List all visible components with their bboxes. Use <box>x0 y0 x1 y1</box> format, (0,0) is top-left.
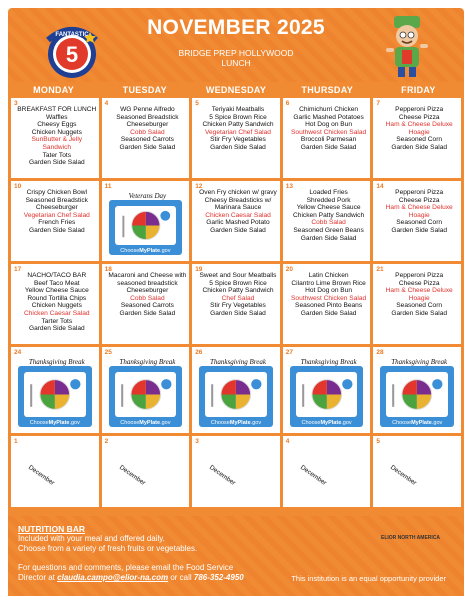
myplate-prefix: Choose <box>120 420 140 426</box>
menu-item-salad: Vegetarian Chef Salad <box>204 128 271 136</box>
menu-item: BREAKFAST FOR LUNCH Waffles <box>17 106 97 121</box>
menu-item: Cheesy Breadsticks w/ Marinara Sauce <box>204 196 272 212</box>
day-cell <box>192 436 280 507</box>
weekday-header-monday: MONDAY <box>33 85 75 95</box>
holiday-title: Thanksgiving Break <box>119 358 176 366</box>
weekday-header-thursday: THURSDAY <box>301 85 353 95</box>
menu-item: Stir Fry Vegetables <box>210 302 266 310</box>
myplate-prefix: Choose <box>29 420 49 426</box>
menu-item: Yellow Cheese Sauce <box>296 204 361 212</box>
menu-items <box>289 189 369 242</box>
myplate-icon <box>24 372 86 417</box>
myplate-icon <box>296 372 358 417</box>
myplate-brand: MyPlate <box>139 248 161 254</box>
menu-item: Seasoned Corn <box>396 219 443 227</box>
myplate-icon <box>115 206 177 245</box>
myplate-icon <box>386 372 448 417</box>
day-cell <box>283 347 371 433</box>
menu-item-salad: Ham & Cheese Deluxe Hoagie <box>385 287 453 302</box>
menu-item: Broccoli Parmesan <box>300 136 357 144</box>
menu-item: Cheesy Eggs <box>37 121 77 129</box>
myplate-prefix: Choose <box>301 420 321 426</box>
day-cell <box>102 436 190 507</box>
myplate-suffix: .gov <box>341 420 352 426</box>
holiday-title: Veterans Day <box>128 192 167 200</box>
menu-item: Seasoned Green Beans <box>293 226 364 234</box>
weekday-header-wednesday: WEDNESDAY <box>205 85 267 95</box>
holiday-title: Thanksgiving Break <box>28 358 85 366</box>
menu-item: Macaroni and Cheese with seasoned breadstick <box>108 272 187 287</box>
myplate-label <box>18 420 92 426</box>
menu-item-salad: Chef Salad <box>221 294 255 302</box>
menu-item: Cheeseburger <box>126 121 169 129</box>
month-label: December <box>298 464 328 487</box>
day-number: 3 <box>195 438 199 445</box>
menu-items <box>379 272 459 318</box>
menu-item: NACHO/TACO BAR <box>27 272 87 279</box>
myplate-suffix: .gov <box>431 420 443 426</box>
menu-item: Oven Fry chicken w/ gravy <box>199 189 277 196</box>
contact-mid: or call <box>170 573 192 582</box>
menu-item: Pepperoni Pizza <box>395 106 444 113</box>
menu-item: Chicken Patty Sandwich <box>202 287 274 295</box>
menu-item: Pepperoni Pizza <box>395 272 444 279</box>
menu-item-salad: Cobb Salad <box>130 128 165 136</box>
menu-item: Garden Side Salad <box>210 226 266 234</box>
menu-item: 5 Spice Brown Rice <box>209 113 267 121</box>
menu-item: Garden Side Salad <box>28 226 85 234</box>
day-number: 24 <box>14 349 22 356</box>
menu-item-salad: Southwest Chicken Salad <box>291 128 367 136</box>
myplate-graphic <box>199 366 273 427</box>
menu-item-salad: SunButter & Jelly Sandwich <box>31 136 83 151</box>
day-number: 25 <box>104 349 112 356</box>
menu-item-salad: Southwest Chicken Salad <box>291 294 367 302</box>
month-label: December <box>26 464 56 487</box>
menu-item-salad: Chicken Caesar Salad <box>205 211 271 219</box>
menu-item: WG Penne Alfredo <box>120 106 175 113</box>
menu-item: Cheeseburger <box>35 204 78 212</box>
menu-item: Seasoned Carrots <box>120 302 174 310</box>
day-number: 19 <box>195 266 203 273</box>
menu-items <box>379 106 459 152</box>
day-cell <box>11 347 99 433</box>
menu-item: Sweet and Sour Meatballs <box>199 272 277 279</box>
menu-items <box>108 272 188 318</box>
menu-items <box>198 106 278 152</box>
menu-item: Tarter Tots <box>41 317 73 325</box>
menu-item: Hot Dog on Bun <box>305 121 353 129</box>
menu-item: Garden Side Salad <box>391 226 448 234</box>
menu-item-salad: Ham & Cheese Deluxe Hoagie <box>385 121 453 136</box>
menu-item: Garden Side Salad <box>391 309 448 317</box>
menu-item: Seasoned Corn <box>396 302 443 310</box>
menu-item: French Fries <box>38 219 76 227</box>
weekday-header-tuesday: TUESDAY <box>122 85 167 95</box>
menu-item: Crispy Chicken Bowl <box>26 189 88 196</box>
myplate-graphic <box>109 366 183 427</box>
day-cell <box>373 347 461 433</box>
myplate-brand: MyPlate <box>139 420 161 426</box>
menu-items <box>289 106 369 152</box>
day-number: 20 <box>285 266 294 273</box>
myplate-prefix: Choose <box>120 248 140 254</box>
day-number: 4 <box>285 438 290 445</box>
day-cell <box>102 98 190 178</box>
weekday-header-friday: FRIDAY <box>401 85 436 95</box>
day-number: 7 <box>376 100 381 107</box>
day-cell <box>192 181 280 261</box>
menu-item: Beef Taco Meat <box>33 279 80 287</box>
myplate-panel <box>386 372 448 417</box>
myplate-brand: MyPlate <box>411 420 432 426</box>
myplate-graphic <box>290 366 364 427</box>
page-title: NOVEMBER 2025 <box>147 16 325 39</box>
day-cell <box>11 264 99 344</box>
day-number: 21 <box>376 266 384 273</box>
menu-item: Garden Side Salad <box>300 234 357 242</box>
day-cell <box>102 264 190 344</box>
myplate-graphic <box>18 366 92 427</box>
day-cell <box>373 264 461 344</box>
myplate-label <box>109 248 183 254</box>
menu-item: Seasoned Pinto Beans <box>295 302 363 310</box>
menu-item: Garlic Mashed Potatoes <box>293 113 364 121</box>
weekday-header-row <box>8 82 464 98</box>
nutrition-bar-title: NUTRITION BAR <box>18 524 86 534</box>
day-cell <box>11 181 99 261</box>
contact-prefix: Director at <box>18 573 55 582</box>
menu-item: Cheeseburger <box>126 287 169 295</box>
contact-line-1: For questions and comments, please email the Food Service <box>18 563 234 572</box>
menu-item: 5 Spice Brown Rice <box>209 279 267 287</box>
myplate-graphic <box>380 366 454 427</box>
day-number: 5 <box>376 438 381 445</box>
month-label: December <box>117 464 147 487</box>
menu-items <box>108 106 188 152</box>
day-number: 11 <box>104 183 112 190</box>
day-cell <box>11 98 99 178</box>
school-name: BRIDGE PREP HOLLYWOOD <box>178 48 294 58</box>
myplate-brand: MyPlate <box>48 420 70 426</box>
menu-items <box>17 106 97 167</box>
day-number: 28 <box>376 349 384 356</box>
menu-item: Chicken Patty Sandwich <box>202 121 274 129</box>
day-number: 6 <box>285 100 290 107</box>
menu-items <box>198 272 278 318</box>
day-cell <box>373 98 461 178</box>
month-label: December <box>389 464 418 487</box>
meal-name: LUNCH <box>221 58 251 68</box>
myplate-icon <box>205 372 267 417</box>
menu-item: Yellow Cheese Sauce <box>24 287 89 295</box>
day-cell <box>11 436 99 507</box>
myplate-label <box>109 420 183 426</box>
myplate-brand: MyPlate <box>229 420 251 426</box>
menu-items <box>17 189 97 235</box>
elior-logo-text: ELIOR NORTH AMERICA <box>381 535 440 541</box>
menu-item: Cheese Pizza <box>398 279 440 287</box>
menu-items <box>17 272 97 333</box>
menu-item: Chicken Nuggets <box>31 302 82 310</box>
menu-item: Hot Dog on Bun <box>305 287 353 295</box>
menu-item: Garlic Mashed Potato <box>206 219 270 227</box>
day-number: 17 <box>14 266 22 273</box>
day-number: 2 <box>104 438 109 445</box>
menu-item: Seasoned Corn <box>396 136 443 144</box>
myplate-panel <box>296 372 358 417</box>
menu-item: Garden Side Salad <box>28 159 85 167</box>
menu-item: Seasoned Carrots <box>120 136 174 144</box>
day-number: 13 <box>285 183 294 190</box>
menu-item: Chicken Nuggets <box>31 128 82 136</box>
myplate-suffix: .gov <box>160 420 171 426</box>
myplate-panel <box>205 372 267 417</box>
menu-item: Cheese Pizza <box>398 196 440 204</box>
svg-text:FANTASTIC: FANTASTIC <box>55 32 89 38</box>
calendar-header <box>8 8 464 82</box>
menu-item-salad: Cobb Salad <box>311 219 346 227</box>
day-cell <box>373 436 461 507</box>
day-number: 18 <box>104 266 112 273</box>
myplate-label <box>290 420 364 426</box>
day-number: 12 <box>195 183 203 190</box>
day-cell <box>283 264 371 344</box>
menu-item: Garden Side Salad <box>119 309 176 317</box>
calendar-footer <box>8 516 464 596</box>
menu-items <box>198 189 278 235</box>
equal-opportunity-statement: This institution is an equal opportunity provider <box>291 574 446 583</box>
cartoon-chef-illustration <box>382 14 432 80</box>
day-number: 5 <box>195 100 199 107</box>
menu-item: Garden Side Salad <box>119 143 176 151</box>
day-number: 10 <box>14 183 22 190</box>
myplate-prefix: Choose <box>392 420 412 426</box>
menu-items <box>289 272 369 318</box>
day-number: 1 <box>14 438 18 445</box>
holiday-title: Thanksgiving Break <box>391 358 448 366</box>
menu-item-salad: Ham & Cheese Deluxe Hoagie <box>385 204 453 219</box>
day-cell <box>192 347 280 433</box>
myplate-panel <box>24 372 86 417</box>
myplate-label <box>380 420 454 426</box>
myplate-label <box>199 420 273 426</box>
day-number: 27 <box>285 349 294 356</box>
holiday-title: Thanksgiving Break <box>300 358 357 366</box>
myplate-panel <box>115 206 177 245</box>
day-number: 4 <box>104 100 109 107</box>
month-label: December <box>208 464 237 487</box>
myplate-prefix: Choose <box>210 420 230 426</box>
menu-item: Chimichurri Chicken <box>299 106 359 113</box>
day-cell <box>283 181 371 261</box>
menu-item: Garden Side Salad <box>391 143 448 151</box>
menu-item: Pepperoni Pizza <box>395 189 444 196</box>
holiday-title: Thanksgiving Break <box>210 358 266 366</box>
menu-item: Stir Fry Vegetables <box>210 136 266 144</box>
day-cell <box>373 181 461 261</box>
day-cell <box>102 347 190 433</box>
phone-number: 786-352-4950 <box>193 573 244 582</box>
menu-item: Tater Tots <box>42 151 72 159</box>
menu-grid <box>8 98 464 516</box>
menu-item: Garden Side Salad <box>28 325 85 333</box>
menu-item: Cheese Pizza <box>398 113 440 121</box>
menu-item: Garden Side Salad <box>210 309 266 317</box>
menu-item: Chicken Patty Sandwich <box>293 211 365 219</box>
day-number: 26 <box>195 349 203 356</box>
nutrition-bar-line-2: Choose from a variety of fresh fruits or vegetables. <box>18 544 198 553</box>
svg-text:5: 5 <box>65 42 79 67</box>
menu-item: Loaded Fries <box>309 189 348 196</box>
menu-item: Seasoned Breadstick <box>25 196 88 204</box>
menu-item: Garden Side Salad <box>210 143 266 151</box>
day-number: 3 <box>14 100 18 107</box>
myplate-brand: MyPlate <box>320 420 342 426</box>
menu-item-salad: Cobb Salad <box>130 294 165 302</box>
myplate-graphic <box>109 200 183 255</box>
day-cell <box>283 436 371 507</box>
menu-item: Garden Side Salad <box>300 143 357 151</box>
myplate-panel <box>115 372 177 417</box>
myplate-suffix: .gov <box>160 248 171 254</box>
day-cell <box>192 98 280 178</box>
myplate-suffix: .gov <box>250 420 262 426</box>
myplate-suffix: .gov <box>69 420 80 426</box>
day-cell <box>102 181 190 261</box>
email-link[interactable]: claudia.campo@elior-na.com <box>57 573 169 582</box>
menu-item: Teriyaki Meatballs <box>211 106 265 113</box>
day-cell <box>283 98 371 178</box>
menu-item: Garden Side Salad <box>300 309 357 317</box>
menu-item: Cilantro Lime Brown Rice <box>291 279 366 287</box>
nutrition-bar-line-1: Included with your meal and offered daily. <box>18 534 165 543</box>
day-number: 14 <box>376 183 384 190</box>
menu-items <box>379 189 459 235</box>
myplate-icon <box>115 372 177 417</box>
menu-item-salad: Vegetarian Chef Salad <box>23 211 90 219</box>
contact-line-2 <box>18 573 244 582</box>
menu-item: Shredded Pork <box>306 196 351 204</box>
menu-item: Seasoned Breadstick <box>116 113 179 121</box>
day-cell <box>192 264 280 344</box>
menu-item: Latin Chicken <box>308 272 349 279</box>
menu-item: Round Tortilla Chips <box>27 294 87 302</box>
menu-item-salad: Chicken Caesar Salad <box>23 309 90 317</box>
